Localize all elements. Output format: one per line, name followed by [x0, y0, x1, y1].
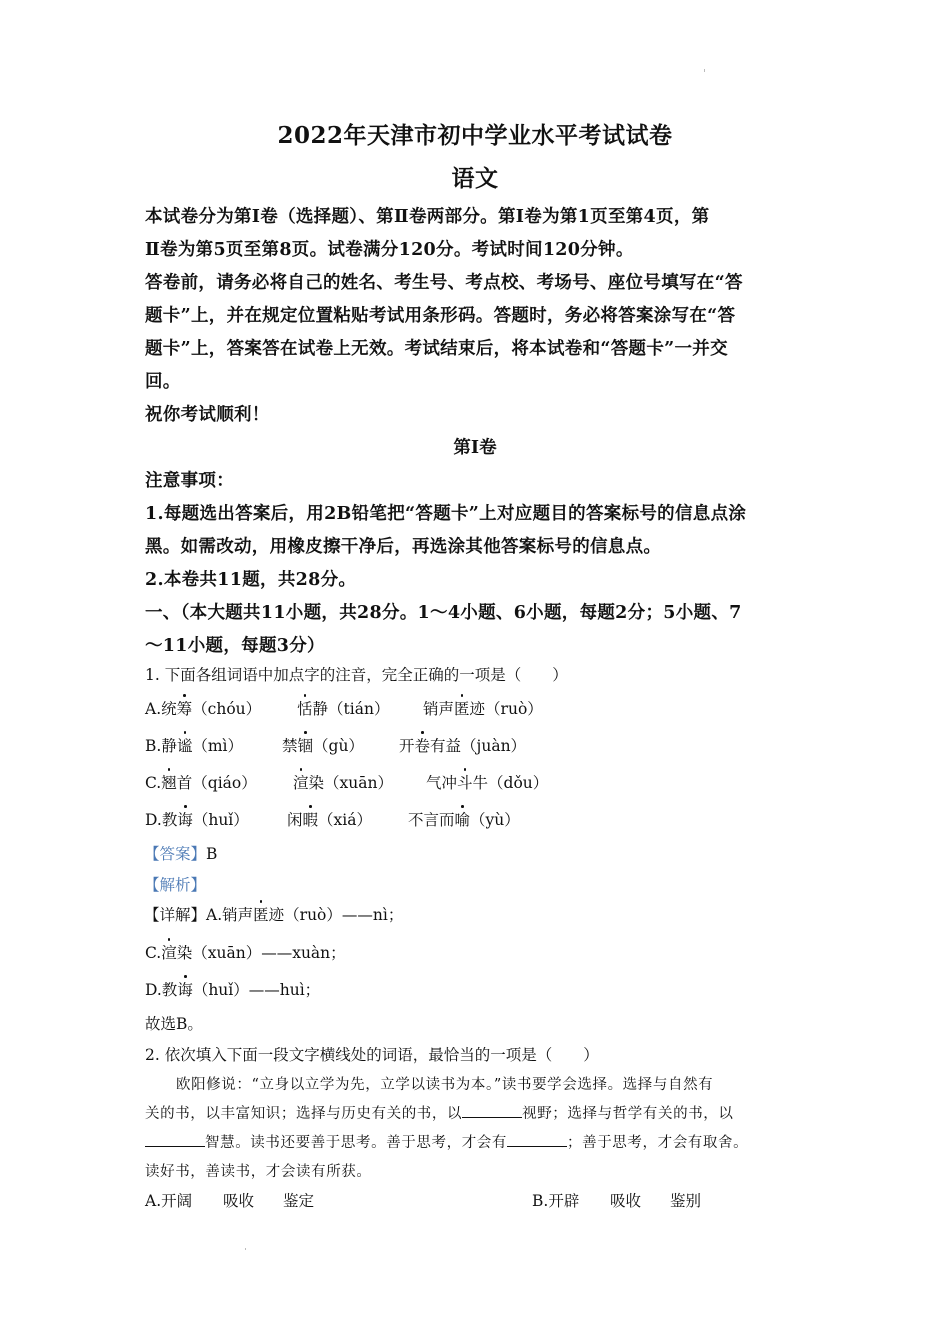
fill-blank [507, 1145, 567, 1147]
detail-line-d [145, 978, 320, 1000]
dotted-char: 诲 [177, 808, 193, 830]
dotted-char: 渲 [161, 941, 177, 963]
exam-title: 2022年天津市初中学业水平考试试卷 [277, 122, 673, 149]
passage-line [145, 1102, 734, 1123]
dotted-char: 渲 [293, 771, 309, 793]
exam-subject: 语文 [451, 165, 499, 192]
option-letter: C. [145, 774, 162, 792]
option-letter: B. [532, 1192, 549, 1210]
passage-text: 智慧。读书还要善于思考。善于思考，才会有 [205, 1135, 507, 1151]
question-2-stem: 2. 依次填入下面一段文字横线处的词语，最恰当的一项是（ ） [145, 1046, 599, 1064]
option-word: 吸收 [223, 1192, 255, 1210]
notice-line: 2.本卷共11题，共28分。 [145, 570, 357, 590]
word-part: 禁 [282, 737, 298, 755]
passage-line: 欧阳修说：“立身以立学为先，立学以读书为本。”读书要学会选择。选择与自然有 [176, 1077, 714, 1093]
pinyin: （gù） [313, 737, 364, 755]
option-letter: A. [145, 1192, 162, 1210]
scan-speck [704, 69, 705, 72]
section-heading: ～11小题，每题3分） [145, 636, 325, 656]
analysis-line [144, 873, 206, 895]
dotted-char: 锢 [298, 734, 314, 756]
intro-line: 题卡”上，并在规定位置粘贴考试用条形码。答题时，务必将答案涂写在“答 [145, 306, 736, 326]
passage-text: 关的书，以丰富知识；选择与历史有关的书，以 [145, 1106, 463, 1122]
question-1-stem: 1. 下面各组词语中加点字的注音，完全正确的一项是（ ） [145, 666, 568, 684]
dotted-char: 恬 [297, 697, 313, 719]
answer-line [144, 842, 217, 864]
passage-text: 视野；选择与哲学有关的书，以 [522, 1106, 734, 1122]
section-heading: 一、（本大题共11小题，共28分。1～4小题、6小题，每题2分；5小题、7 [145, 603, 742, 623]
detail-line-a [144, 903, 403, 925]
word-part: 牛 [472, 774, 489, 792]
notice-line: 1.每题选出答案后，用2B铅笔把“答题卡”上对应题目的答案标号的信息点涂 [145, 504, 747, 524]
dotted-char: 匿 [253, 903, 269, 925]
volume-heading: 第Ⅰ卷 [453, 438, 497, 458]
dotted-char: 斗 [457, 771, 473, 793]
dotted-char: 卷 [415, 734, 431, 756]
dotted-char: 喻 [455, 808, 471, 830]
detail-text: D.教 [145, 981, 178, 999]
word-part: 有益 [430, 737, 462, 755]
conclusion: 故选B。 [145, 1015, 203, 1033]
option-letter: B. [145, 737, 162, 755]
answer-label: 【答案】 [144, 845, 207, 863]
dotted-char: 暇 [303, 808, 319, 830]
intro-line: 题卡”上，答案答在试卷上无效。考试结束后，将本试卷和“答题卡”一并交 [145, 339, 728, 359]
answer-value: B [206, 845, 218, 863]
word-part: 气冲 [426, 774, 458, 792]
pinyin: （yù） [470, 811, 520, 829]
dotted-char: 翘 [161, 771, 177, 793]
word-part: 闲 [287, 811, 303, 829]
pinyin: （dǒu） [488, 774, 549, 792]
fill-blank [462, 1116, 522, 1118]
word-part: 统 [161, 700, 177, 718]
passage-text: ；善于思考，才会有取舍。 [567, 1135, 749, 1151]
intro-line: 答卷前，请务必将自己的姓名、考生号、考点校、考场号、座位号填写在“答 [145, 273, 743, 293]
option-letter: D. [145, 811, 162, 829]
detail-text: （huǐ）——huì； [192, 981, 321, 999]
option-word: 开阔 [161, 1192, 193, 1210]
option-word: 吸收 [610, 1192, 642, 1210]
analysis-label: 【解析】 [144, 876, 207, 894]
word-part: 染 [308, 774, 325, 792]
notice-heading: 注意事项： [145, 471, 234, 491]
pinyin: （ruò） [485, 700, 543, 718]
pinyin: （chóu） [192, 700, 262, 718]
word-part: 教 [161, 811, 178, 829]
word-part: 不言而 [408, 811, 455, 829]
pinyin: （qiáo） [192, 774, 257, 792]
notice-line: 黑。如需改动，用橡皮擦干净后，再选涂其他答案标号的信息点。 [145, 537, 662, 557]
passage-line: 读好书，善读书，才会读有所获。 [145, 1164, 372, 1180]
fill-blank [145, 1145, 205, 1147]
word-part: 开 [399, 737, 415, 755]
detail-text: 迹（ruò）——nì； [268, 906, 404, 924]
pinyin: （xiá） [318, 811, 372, 829]
word-part: 首 [176, 774, 193, 792]
detail-label: 【详解】 [144, 906, 207, 924]
pinyin: （xuān） [324, 774, 393, 792]
intro-line: 回。 [145, 372, 181, 392]
dotted-char: 谧 [177, 734, 193, 756]
scan-speck [245, 1248, 246, 1250]
option-word: 鉴别 [670, 1192, 702, 1210]
detail-text: 染（xuān）——xuàn； [176, 944, 346, 962]
intro-line: Ⅱ卷为第5页至第8页。试卷满分120分。考试时间120分钟。 [145, 240, 634, 260]
detail-line-c [145, 941, 346, 963]
word-part: 静 [161, 737, 177, 755]
word-part: 静 [312, 700, 329, 718]
passage-line [145, 1131, 748, 1152]
dotted-char: 筹 [177, 697, 193, 719]
dotted-char: 匿 [454, 697, 470, 719]
intro-line: 本试卷分为第Ⅰ卷（选择题）、第Ⅱ卷两部分。第Ⅰ卷为第1页至第4页，第 [145, 207, 710, 227]
option-letter: A. [145, 700, 162, 718]
pinyin: （tián） [328, 700, 390, 718]
pinyin: （huǐ） [192, 811, 249, 829]
detail-text: A.销声 [206, 906, 254, 924]
word-part: 销声 [423, 700, 455, 718]
intro-line: 祝你考试顺利！ [145, 405, 270, 425]
word-part: 迹 [469, 700, 486, 718]
detail-text: C. [145, 944, 162, 962]
pinyin: （mì） [192, 737, 244, 755]
dotted-char: 诲 [177, 978, 193, 1000]
option-word: 开辟 [548, 1192, 580, 1210]
option-word: 鉴定 [283, 1192, 315, 1210]
pinyin: （juàn） [461, 737, 527, 755]
